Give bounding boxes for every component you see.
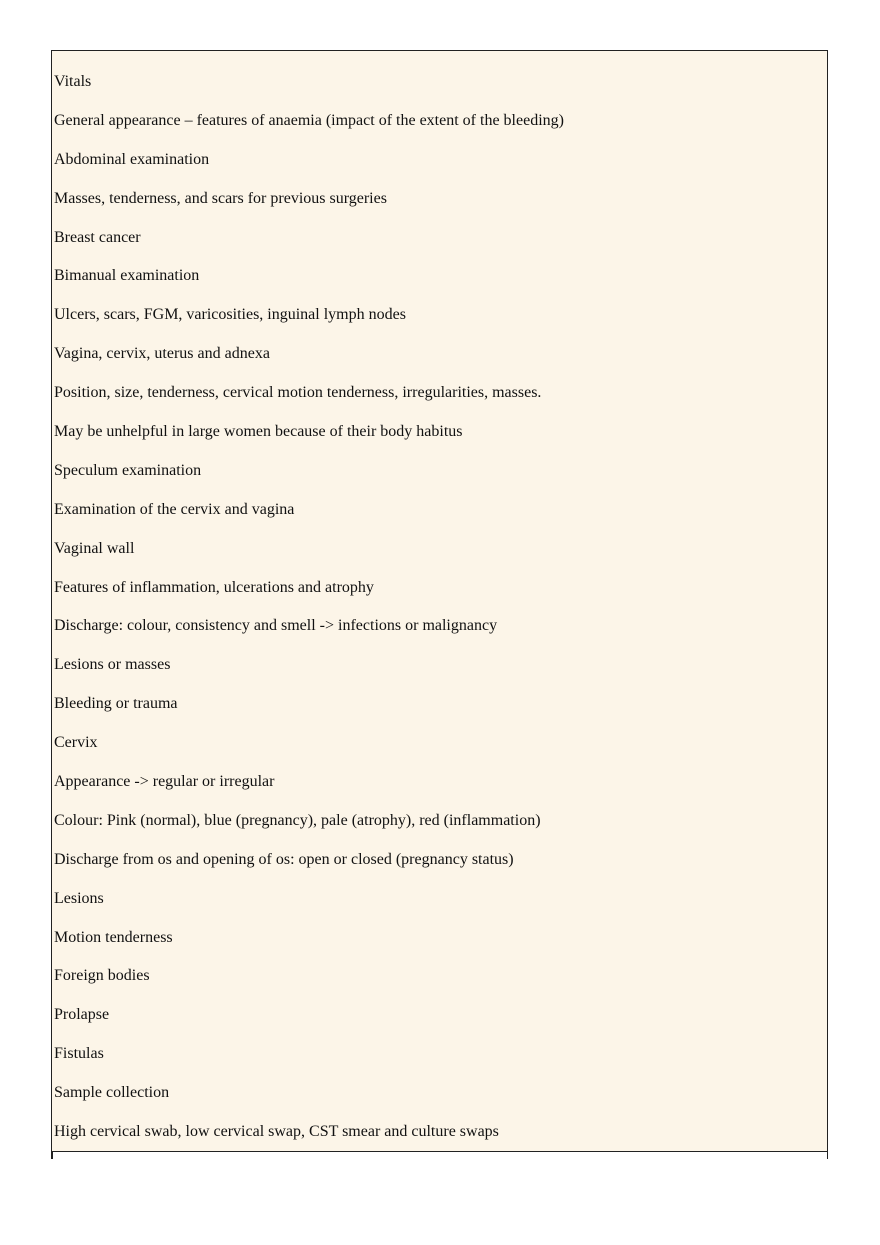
note-line: Foreign bodies xyxy=(54,967,150,985)
note-line: Lesions xyxy=(54,889,104,907)
note-line: Fistulas xyxy=(54,1045,104,1063)
note-line: Discharge: colour, consistency and smell -> infections or malignancy xyxy=(54,617,498,635)
note-line: Features of inflammation, ulcerations and atrophy xyxy=(54,578,374,596)
note-line: General appearance – features of anaemia (impact of the extent of the bleeding) xyxy=(54,111,564,129)
note-line: Examination of the cervix and vagina xyxy=(54,500,295,518)
note-line: Masses, tenderness, and scars for previous surgeries xyxy=(54,189,387,207)
examination-notes-list xyxy=(54,68,564,1157)
note-line: Bimanual examination xyxy=(54,267,200,285)
note-line: Appearance -> regular or irregular xyxy=(54,773,275,791)
note-line: Abdominal examination xyxy=(54,150,210,168)
note-line: Speculum examination xyxy=(54,461,202,479)
examination-notes-box xyxy=(51,50,828,1152)
table-border-stub-right xyxy=(827,1152,829,1159)
note-line: Colour: Pink (normal), blue (pregnancy), pale (atrophy), red (inflammation) xyxy=(54,811,541,829)
note-line: Position, size, tenderness, cervical motion tenderness, irregularities, masses. xyxy=(54,384,542,402)
note-line: Vaginal wall xyxy=(54,539,135,557)
note-line: Cervix xyxy=(54,734,98,752)
note-line: May be unhelpful in large women because of their body habitus xyxy=(54,423,463,441)
note-line: Vitals xyxy=(54,73,92,90)
note-line: Ulcers, scars, FGM, varicosities, inguinal lymph nodes xyxy=(54,306,406,324)
note-line: Vagina, cervix, uterus and adnexa xyxy=(54,345,270,363)
note-line: Motion tenderness xyxy=(54,928,173,946)
table-border-stub-left xyxy=(51,1152,53,1159)
note-line: Bleeding or trauma xyxy=(54,695,178,713)
note-line: Lesions or masses xyxy=(54,656,171,674)
note-line: Sample collection xyxy=(54,1084,170,1102)
note-line: Breast cancer xyxy=(54,228,141,246)
note-line: Discharge from os and opening of os: open or closed (pregnancy status) xyxy=(54,850,514,868)
note-line: Prolapse xyxy=(54,1006,110,1024)
note-line: High cervical swab, low cervical swap, CST smear and culture swaps xyxy=(54,1123,499,1141)
